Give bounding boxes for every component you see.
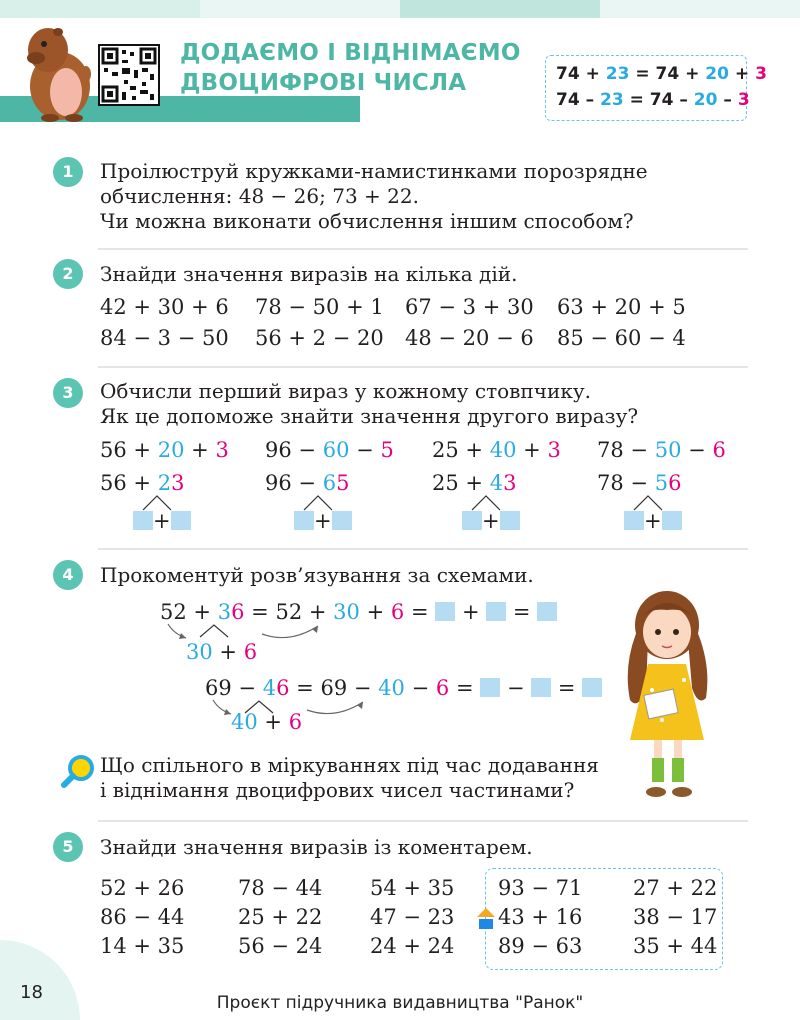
top-bar-segment-4 <box>600 0 800 18</box>
answer-box[interactable] <box>480 678 500 697</box>
task-5-number: 5 <box>53 832 83 862</box>
answer-box[interactable] <box>537 602 557 621</box>
answer-box[interactable] <box>531 678 551 697</box>
page-number: 18 <box>20 982 43 1003</box>
task-5-expr: 27 + 22 <box>633 876 718 900</box>
task-5-expr: 54 + 35 <box>370 876 455 900</box>
task-2-expr: 42 + 30 + 6 <box>100 295 229 319</box>
page-title <box>180 38 521 128</box>
task-1-line-3: Чи можна виконати обчислення іншим способом? <box>100 209 634 233</box>
answer-box[interactable] <box>486 602 506 621</box>
task-1-number: 1 <box>53 157 83 187</box>
top-bar-segment-3 <box>400 0 600 18</box>
question-line-2: і віднімання двоцифрових чисел частинами? <box>100 778 575 802</box>
task-5-expr: 25 + 22 <box>238 905 323 929</box>
task-5-expr: 93 − 71 <box>498 876 583 900</box>
task-3-col-2-second: 96 − 65 <box>265 471 350 495</box>
divider-4 <box>98 820 748 822</box>
task-4-text: Прокоментуй розв’язування за схемами. <box>100 563 534 587</box>
task-2-expr: 67 − 3 + 30 <box>405 295 534 319</box>
task-5-text: Знайди значення виразів із коментарем. <box>100 835 533 859</box>
task-3-answer-boxes-1[interactable]: + <box>133 509 191 533</box>
task-5-expr: 43 + 16 <box>498 905 583 929</box>
task-3-col-4-first: 78 − 50 − 6 <box>597 438 726 462</box>
footer-text: Проєкт підручника видавництва "Ранок" <box>216 993 584 1013</box>
divider-2 <box>98 366 748 368</box>
title-line-2: ДВОЦИФРОВІ ЧИСЛА <box>180 70 467 96</box>
task-3-col-1-first: 56 + 20 + 3 <box>100 438 229 462</box>
task-3-answer-boxes-2[interactable]: + <box>294 509 352 533</box>
task-3-col-4-second: 78 − 56 <box>597 471 682 495</box>
task-3-col-2-first: 96 − 60 − 5 <box>265 438 394 462</box>
task-5-expr: 35 + 44 <box>633 934 718 958</box>
task-2-expr: 48 − 20 − 6 <box>405 326 534 350</box>
magnifier-icon <box>60 754 96 790</box>
formula-line-2: 74 – 23 = 74 – 20 – 3 <box>556 90 750 110</box>
task-2-expr: 85 − 60 − 4 <box>557 326 686 350</box>
task-5-expr: 38 − 17 <box>633 905 718 929</box>
task-2-number: 2 <box>53 259 83 289</box>
task-3-col-3-second: 25 + 43 <box>432 471 517 495</box>
task-3-number: 3 <box>53 378 83 408</box>
task-5-expr: 14 + 35 <box>100 934 185 958</box>
formula-box <box>545 55 767 121</box>
task-5-expr: 56 − 24 <box>238 934 323 958</box>
top-bar-segment-2 <box>200 0 400 18</box>
divider-3 <box>98 548 748 550</box>
answer-box[interactable] <box>582 678 602 697</box>
task-4-scheme-1-split: 30 + 6 <box>186 640 258 664</box>
task-3-line-2: Як це допоможе знайти значення другого виразу? <box>100 404 639 428</box>
title-line-1: ДОДАЄМО І ВІДНІМАЄМО <box>180 40 521 66</box>
task-2-text: Знайди значення виразів на кілька дій. <box>100 262 518 286</box>
top-bar-segment-1 <box>0 0 200 18</box>
task-5-expr: 52 + 26 <box>100 876 185 900</box>
task-2-expr: 84 − 3 − 50 <box>100 326 229 350</box>
formula-line-1: 74 + 23 = 74 + 20 + 3 <box>556 64 767 84</box>
girl-illustration <box>612 580 722 805</box>
capybara-mascot <box>18 22 98 122</box>
answer-box[interactable] <box>435 602 455 621</box>
question-line-1: Що спільного в міркуваннях під час додавання <box>100 753 599 777</box>
task-5-expr: 89 − 63 <box>498 934 583 958</box>
task-3-col-1-second: 56 + 23 <box>100 471 185 495</box>
divider-1 <box>98 248 748 250</box>
task-2-expr: 63 + 20 + 5 <box>557 295 686 319</box>
task-3-col-3-first: 25 + 40 + 3 <box>432 438 561 462</box>
qr-code[interactable] <box>98 44 160 106</box>
house-icon <box>476 906 496 930</box>
task-1-line-2: обчислення: 48 − 26; 73 + 22. <box>100 184 419 208</box>
task-3-line-1: Обчисли перший вираз у кожному стовпчику. <box>100 379 591 403</box>
task-4-scheme-2: 69 − 46 = 69 − 40 − 6 = − = <box>205 676 602 700</box>
task-5-expr: 47 − 23 <box>370 905 455 929</box>
task-4-scheme-2-split: 40 + 6 <box>231 710 303 734</box>
task-5-expr: 86 − 44 <box>100 905 185 929</box>
task-2-expr: 78 − 50 + 1 <box>255 295 384 319</box>
task-4-number: 4 <box>53 560 83 590</box>
task-5-expr: 24 + 24 <box>370 934 455 958</box>
task-5-expr: 78 − 44 <box>238 876 323 900</box>
task-1-line-1: Проілюструй кружками-намистинками порозрядне <box>100 159 648 183</box>
task-3-answer-boxes-3[interactable]: + <box>462 509 520 533</box>
task-2-expr: 56 + 2 − 20 <box>255 326 384 350</box>
title-line-3: ЧАСТИНАМИ <box>180 100 350 126</box>
task-3-answer-boxes-4[interactable]: + <box>624 509 682 533</box>
task-4-scheme-1: 52 + 36 = 52 + 30 + 6 = + = <box>160 600 557 624</box>
